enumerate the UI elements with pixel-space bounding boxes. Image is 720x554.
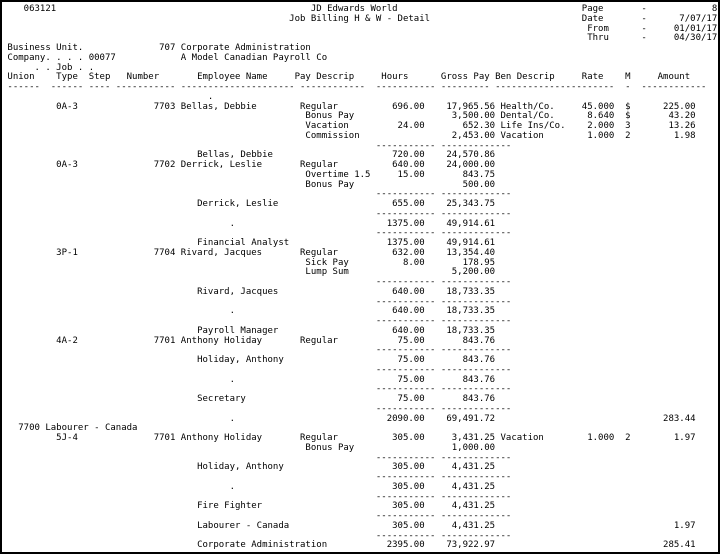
total-row: . 2090.00 69,491.72 283.44 [2,413,718,424]
report-row: Sick Pay 8.00 178.95 [2,257,718,268]
subtotal-row: Financial Analyst 1375.00 49,914.61 [2,238,718,248]
total-row: . [2,91,718,102]
subtotal-row: Holiday, Anthony 305.00 4,431.25 [2,462,718,473]
report-row: Vacation 24.00 652.30 Life Ins/Co. 2.000 3 13.26 [2,121,718,131]
report-title-line: 063121 JD Edwards World Page - 8 [2,4,718,14]
report-row: Lump Sum 5,200.00 [2,267,718,278]
subtotal-row: Fire Fighter 305.00 4,431.25 [2,501,718,512]
subtotal-row: Corporate Administration 2395.00 73,922.97 285.41 [2,540,718,551]
subtotal-ruler-line: ----------- ------------- [2,228,718,239]
subtotal-row: Rivard, Jacques 640.00 18,733.35 [2,286,718,297]
subtotal-ruler-line: ----------- ------------- [2,140,718,151]
subtotal-ruler-line: ----------- ------------- [2,345,718,356]
subtotal-ruler-line: ----------- ------------- [2,316,718,326]
subtotal-ruler-line: ----------- ------------- [2,384,718,395]
subtotal-ruler-line: ----------- ------------- [2,189,718,200]
subtotal-row: Labourer - Canada 305.00 4,431.25 1.97 [2,520,718,531]
business-unit-line: Business Unit. 707 Corporate Administration [2,43,718,53]
report-title-line: Job Billing H & W - Detail Date - 7/07/17 [2,13,718,24]
company-line: Company. . . . 00077 A Model Canadian Payroll Co [2,52,718,63]
subtotal-row: Secretary 75.00 843.76 [2,394,718,404]
report-row: Commission 2,453.00 Vacation 1.000 2 1.98 [2,130,718,141]
subtotal-row: Payroll Manager 640.00 18,733.35 [2,325,718,336]
subtotal-row: Holiday, Anthony 75.00 843.76 [2,355,718,365]
subtotal-ruler-line: ----------- ------------- [2,277,718,287]
report-row: Bonus Pay 1,000.00 [2,442,718,453]
report-row: 0A-3 7703 Bellas, Debbie Regular 696.00 17,965.56 Health/Co. 45.000 $ 225.00 [2,101,718,112]
report-row: 5J-4 7701 Anthony Holiday Regular 305.00 3,431.25 Vacation 1.000 2 1.97 [2,433,718,443]
report-row: 3P-1 7704 Rivard, Jacques Regular 632.00 13,354.40 [2,247,718,258]
report-row: 7700 Labourer - Canada [2,423,718,434]
subtotal-ruler-line: ----------- ------------- [2,530,718,541]
report-row: Bonus Pay 500.00 [2,179,718,190]
report-row: 0A-3 7702 Derrick, Leslie Regular 640.00 24,000.00 [2,160,718,170]
report-meta-line: Thru - 04/30/17 [2,33,718,44]
total-row: . 75.00 843.76 [2,374,718,385]
report-row: Overtime 1.5 15.00 843.75 [2,169,718,180]
total-row: . 640.00 18,733.35 [2,306,718,317]
report-meta-line: From - 01/01/17 [2,23,718,34]
subtotal-ruler-line: ----------- ------------- [2,296,718,307]
report-row: 4A-2 7701 Anthony Holiday Regular 75.00 843.76 [2,335,718,346]
subtotal-ruler-line: ----------- ------------- [2,472,718,482]
subtotal-row: Derrick, Leslie 655.00 25,343.75 [2,199,718,209]
subtotal-ruler-line: ----------- ------------- [2,491,718,502]
ruler-line: ------ ------ ---- ----------- --------------------- ------------ ----------- --------- ---------------------- - ------------ [2,82,718,92]
subtotal-ruler-line: ----------- ------------- [2,403,718,414]
subtotal-ruler-line: ----------- ------------- [2,364,718,375]
total-row: . 1375.00 49,914.61 [2,218,718,229]
subtotal-ruler-line: ----------- ------------- [2,208,718,219]
report-row: Bonus Pay 3,500.00 Dental/Co. 8.640 $ 43.20 [2,111,718,122]
column-header-line: Union Type Step Number Employee Name Pay Descrip Hours Gross Pay Ben Descrip Rate M Amount [2,72,718,83]
subtotal-ruler-line: ----------- ------------- [2,511,718,521]
job-label-line: . . Job . . [2,62,718,73]
subtotal-ruler-line: ----------- ------------- [2,452,718,463]
subtotal-row: Bellas, Debbie 720.00 24,570.86 [2,150,718,161]
total-row: . 305.00 4,431.25 [2,481,718,492]
